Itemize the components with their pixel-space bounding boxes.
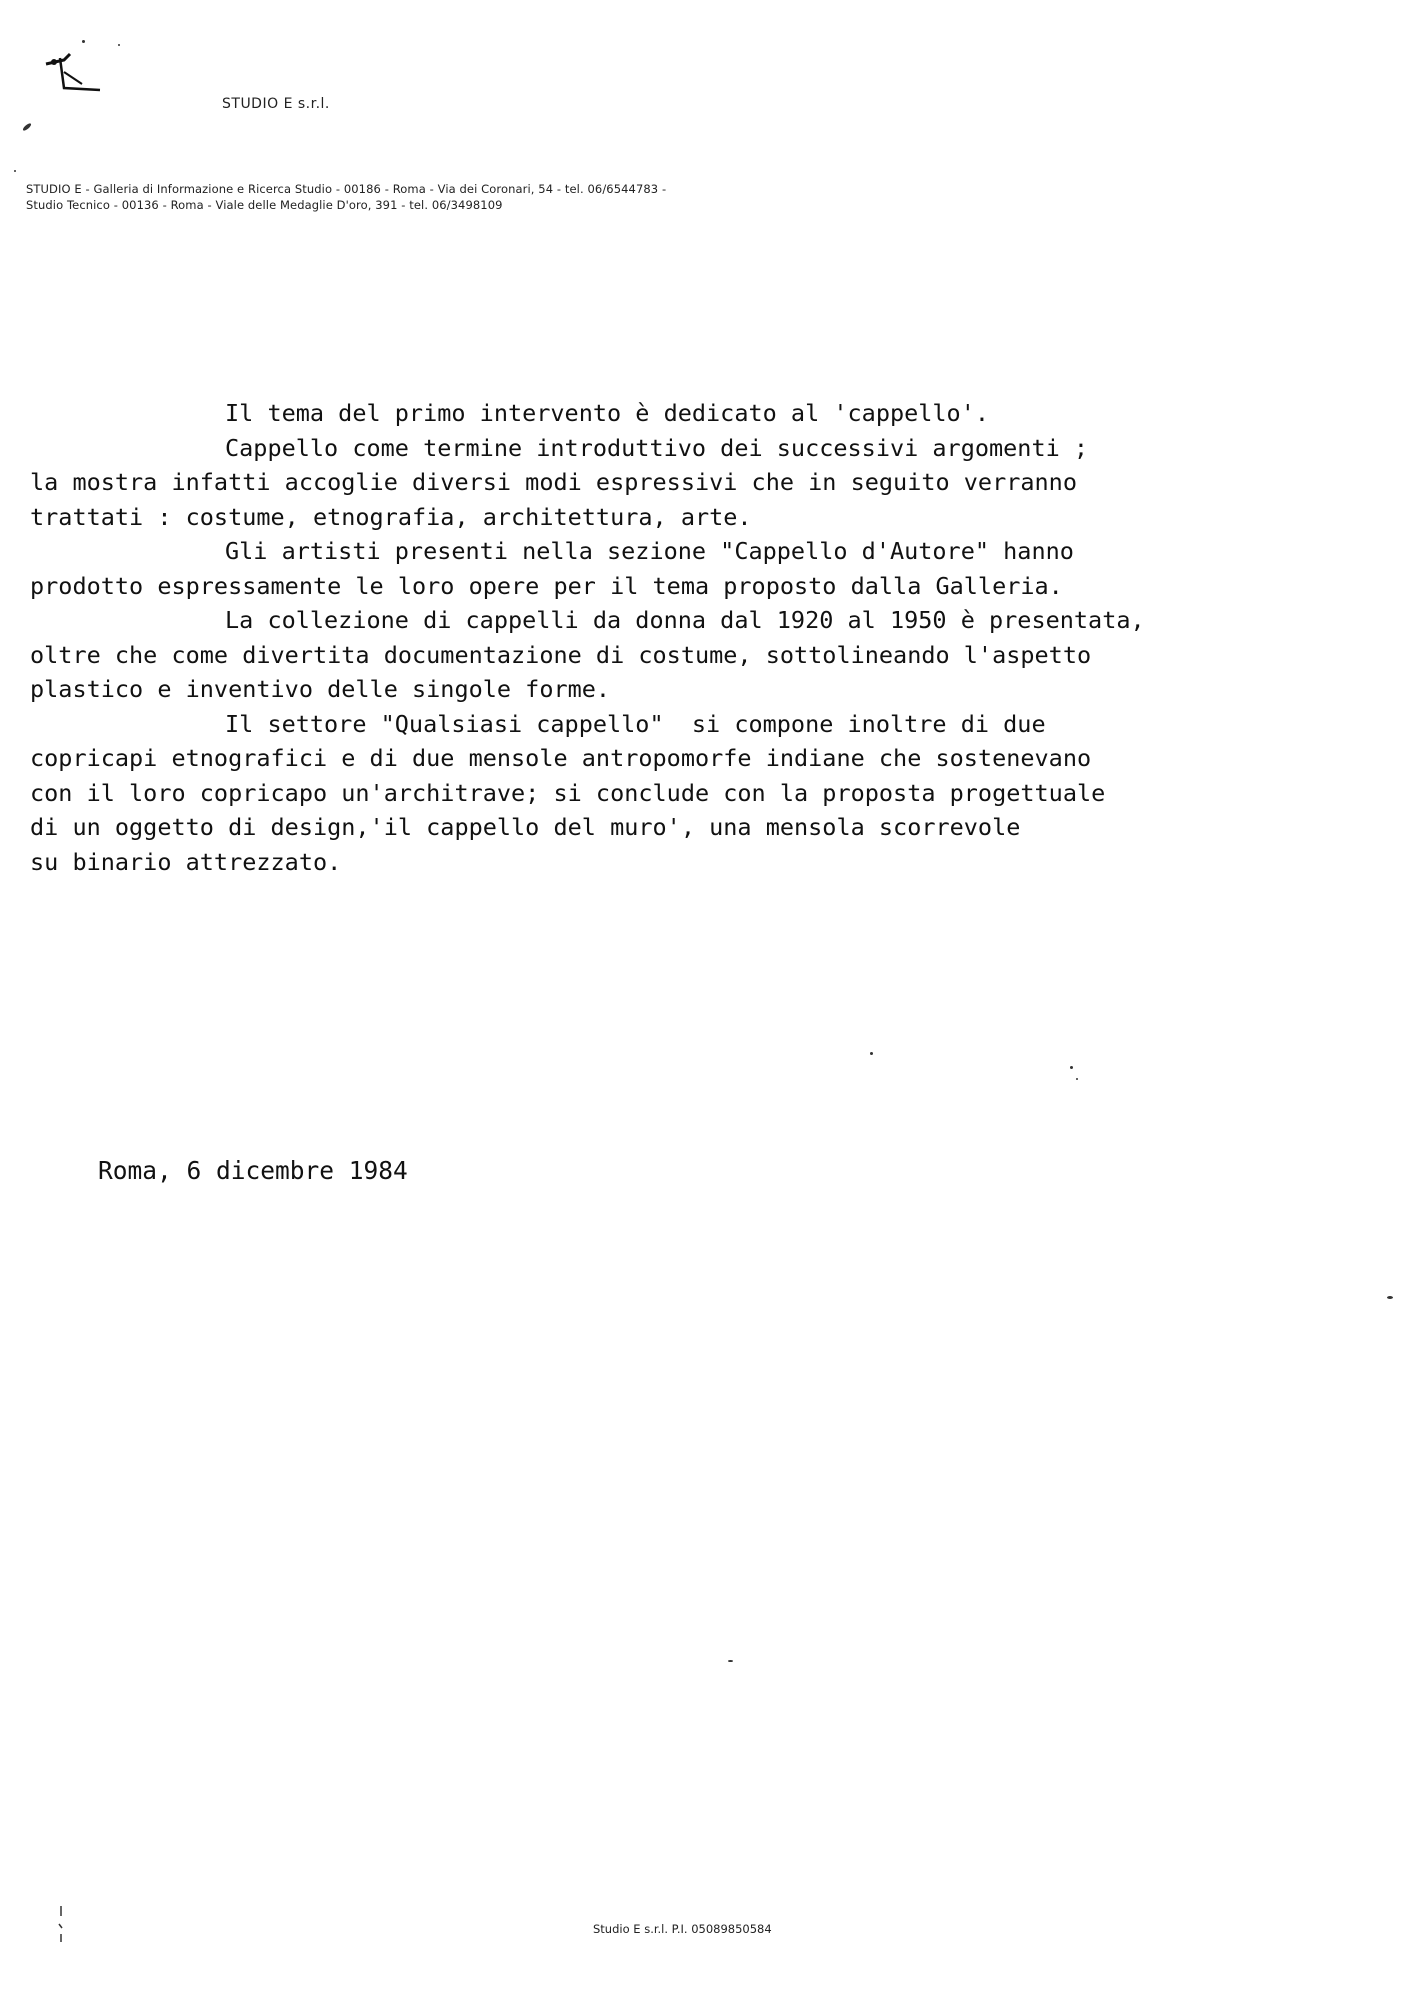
body-line: Gli artisti presenti nella sezione "Cappello d'Autore" hanno (225, 537, 1074, 565)
letter-body (30, 396, 1400, 879)
body-line: oltre che come divertita documentazione di costume, sottolineando l'aspetto (30, 640, 1092, 669)
body-line: su binario attrezzato. (30, 847, 342, 876)
company-name: STUDIO E s.r.l. (222, 96, 330, 112)
footer-vat-number: Studio E s.r.l. P.I. 05089850584 (593, 1922, 772, 1936)
technical-studio-address: Studio Tecnico - 00136 - Roma - Viale delle Medaglie D'oro, 391 - tel. 06/3498109 (26, 198, 503, 212)
body-line: La collezione di cappelli da donna dal 1920 al 1950 è presentata, (225, 606, 1145, 634)
letter-date: Roma, 6 dicembre 1984 (98, 1156, 408, 1185)
body-line: trattati : costume, etnografia, architettura, arte. (30, 502, 752, 531)
body-line: Il settore "Qualsiasi cappello" si compone inoltre di due (225, 709, 1046, 738)
body-line: Il tema del primo intervento è dedicato al 'cappello'. (225, 399, 990, 427)
body-line: prodotto espressamente le loro opere per il tema proposto dalla Galleria. (30, 571, 1063, 600)
studio-e-logo-icon (40, 50, 110, 110)
body-line: Cappello come termine introduttivo dei successivi argomenti ; (225, 433, 1089, 462)
body-line: di un oggetto di design,'il cappello del muro', una mensola scorrevole (30, 813, 1021, 841)
body-line: con il loro copricapo un'architrave; si conclude con la proposta progettuale (30, 778, 1106, 807)
body-line: la mostra infatti accoglie diversi modi espressivi che in seguito verranno (30, 468, 1077, 496)
gallery-address: STUDIO E - Galleria di Informazione e Ricerca Studio - 00186 - Roma - Via dei Coronari, 54 - tel. 06/6544783 - (26, 182, 667, 196)
body-line: copricapi etnografici e di due mensole antropomorfe indiane che sostenevano (30, 744, 1092, 772)
margin-mark-icon (56, 1904, 66, 1944)
body-line: plastico e inventivo delle singole forme. (30, 675, 611, 703)
